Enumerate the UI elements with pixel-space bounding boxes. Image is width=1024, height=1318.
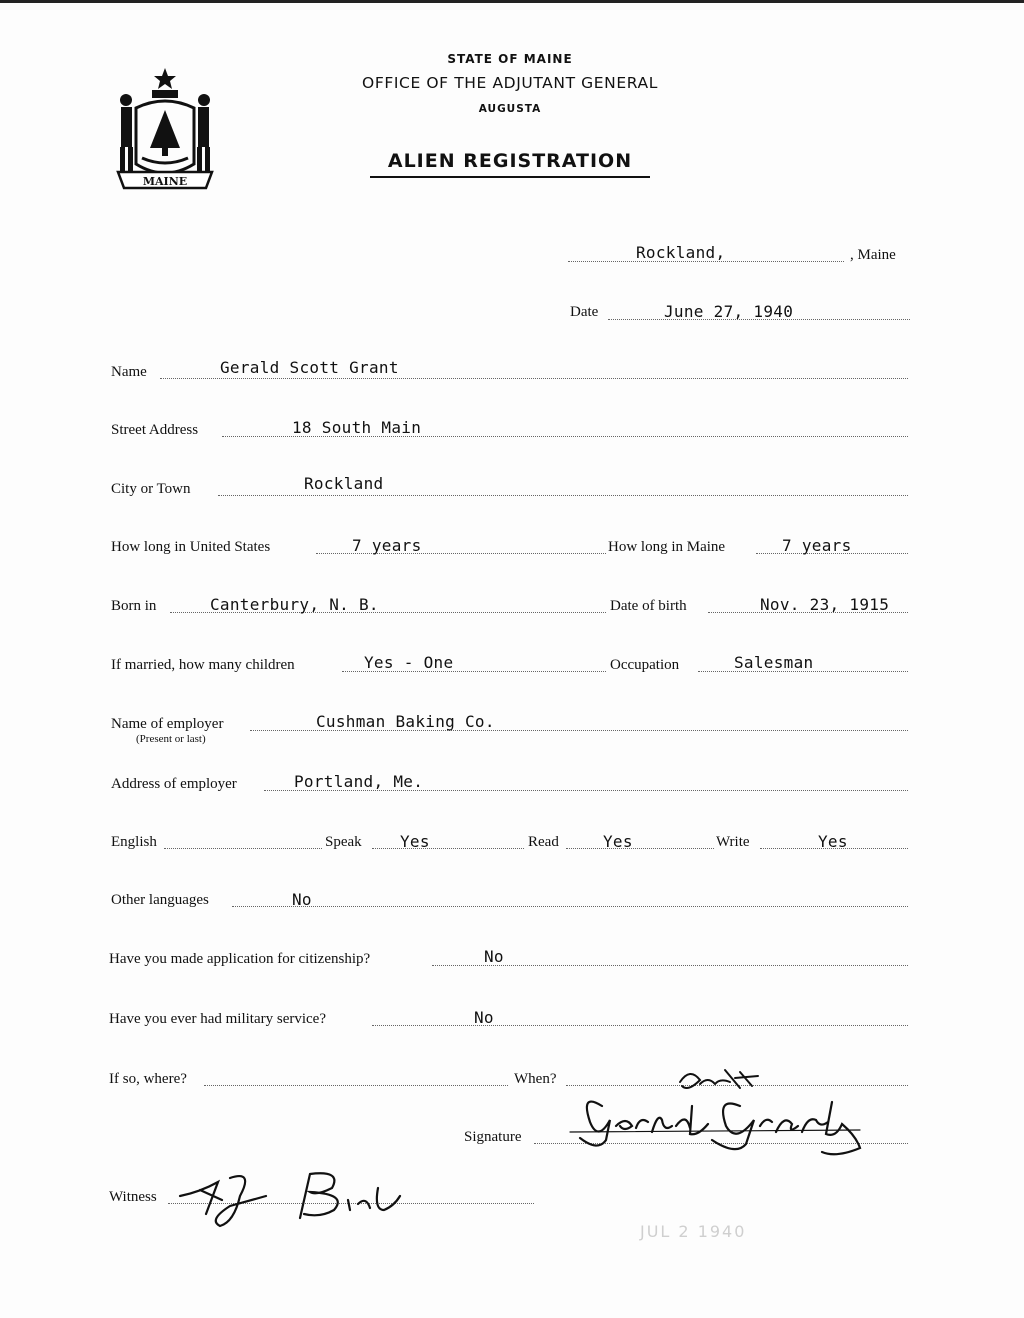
maine-duration-value: 7 years (782, 536, 852, 555)
maine-duration-label: How long in Maine (608, 539, 726, 555)
children-label: If married, how many children (111, 657, 295, 673)
city-heading: AUGUSTA (478, 103, 542, 115)
military-label: Have you ever had military service? (109, 1011, 326, 1027)
signature-label: Signature (464, 1129, 522, 1145)
speak-value: Yes (400, 832, 430, 851)
svg-text:MAINE: MAINE (142, 175, 188, 188)
state-heading: STATE OF MAINE (447, 52, 573, 66)
witness-label: Witness (109, 1189, 157, 1205)
city-label: City or Town (111, 481, 191, 497)
employer-address-label: Address of employer (111, 776, 237, 792)
english-label: English (111, 834, 157, 850)
city-value: Rockland (304, 474, 384, 493)
employer-sublabel: (Present or last) (136, 733, 206, 745)
street-value: 18 South Main (292, 418, 422, 437)
write-label: Write (716, 834, 750, 850)
read-line (566, 848, 714, 849)
employer-label: Name of employer (111, 716, 224, 732)
employer-value: Cushman Baking Co. (316, 712, 495, 731)
form-title: ALIEN REGISTRATION (370, 150, 650, 178)
us-duration-label: How long in United States (111, 539, 271, 555)
military-line (372, 1025, 908, 1026)
other-languages-label: Other languages (111, 892, 209, 908)
english-line (164, 848, 322, 849)
military-value: No (474, 1008, 494, 1027)
occupation-label: Occupation (610, 657, 680, 673)
place-value: Rockland, (636, 243, 726, 262)
maine-state-seal-icon (112, 64, 218, 192)
signature-handwriting (540, 1062, 870, 1162)
where-label: If so, where? (109, 1071, 187, 1087)
dob-value: Nov. 23, 1915 (760, 595, 890, 614)
when-label: When? (514, 1071, 557, 1087)
witness-signature-handwriting (170, 1160, 420, 1232)
date-label: Date (570, 304, 599, 320)
speak-line (372, 848, 524, 849)
citizenship-label: Have you made application for citizenship? (109, 951, 371, 967)
other-languages-line (232, 906, 908, 907)
name-label: Name (111, 364, 147, 380)
top-edge-line (0, 0, 1024, 3)
other-languages-value: No (292, 890, 312, 909)
where-line (204, 1085, 508, 1086)
received-date-stamp: JUL 2 1940 (640, 1222, 747, 1241)
place-suffix: , Maine (850, 247, 896, 263)
speak-label: Speak (325, 834, 362, 850)
employer-address-value: Portland, Me. (294, 772, 424, 791)
dob-label: Date of birth (610, 598, 687, 614)
read-label: Read (528, 834, 559, 850)
us-duration-value: 7 years (352, 536, 422, 555)
office-heading: OFFICE OF THE ADJUTANT GENERAL (362, 74, 658, 92)
write-value: Yes (818, 832, 848, 851)
born-in-value: Canterbury, N. B. (210, 595, 379, 614)
children-value: Yes - One (364, 653, 454, 672)
street-label: Street Address (111, 422, 199, 438)
name-value: Gerald Scott Grant (220, 358, 399, 377)
occupation-value: Salesman (734, 653, 814, 672)
date-value: June 27, 1940 (664, 302, 794, 321)
read-value: Yes (603, 832, 633, 851)
city-line (218, 495, 908, 496)
born-in-label: Born in (111, 598, 157, 614)
citizenship-value: No (484, 947, 504, 966)
name-line (160, 378, 908, 379)
